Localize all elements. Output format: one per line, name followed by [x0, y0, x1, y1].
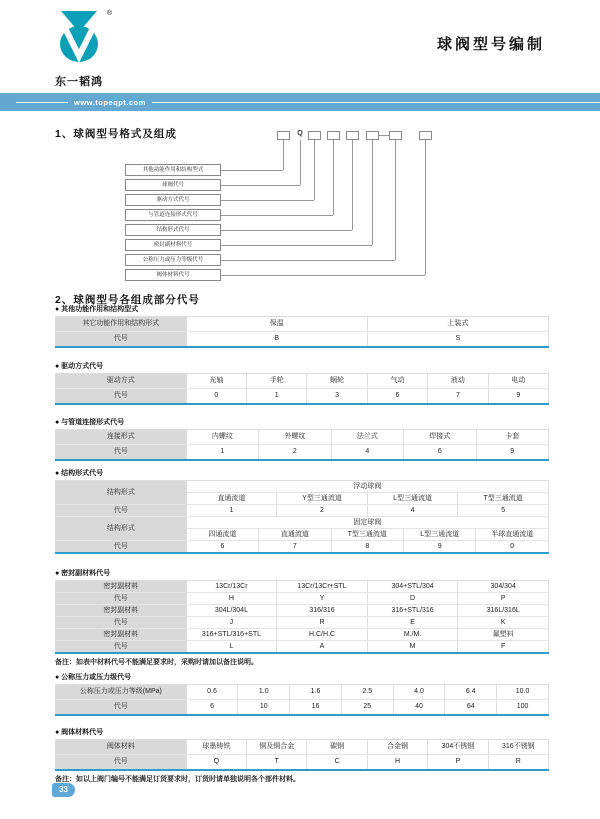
- diagram-label: 结构形式代号: [125, 224, 221, 236]
- value-cell: 304L/304L: [186, 605, 277, 617]
- table-bullet: ● 与管道连接形式代号: [55, 419, 125, 426]
- value-cell: 焊接式: [404, 430, 476, 445]
- connector-line: [221, 260, 395, 261]
- value-cell: H: [367, 755, 427, 771]
- value-cell: 2: [259, 445, 331, 461]
- format-code-box: [277, 131, 290, 140]
- value-cell: H.C/H.C: [277, 629, 368, 641]
- company-logo: [44, 10, 114, 89]
- value-cell: 球墨铸铁: [186, 740, 246, 755]
- value-cell: H: [186, 593, 277, 605]
- value-cell: 卡套: [476, 430, 548, 445]
- value-cell: M./M.: [367, 629, 458, 641]
- row-header-cell: 驱动方式: [56, 374, 187, 389]
- format-code-box: [419, 131, 432, 140]
- value-cell: 蜗轮: [307, 374, 367, 389]
- row-header-cell: 代号: [56, 593, 187, 605]
- value-cell: 直通流道: [259, 529, 331, 541]
- value-cell: 8: [331, 541, 403, 554]
- value-cell: P: [458, 593, 549, 605]
- value-cell: 2.5: [341, 685, 393, 700]
- code-table: [55, 373, 549, 405]
- value-cell: F: [458, 641, 549, 654]
- value-cell: 7: [428, 389, 488, 405]
- value-cell: 304+STL/304: [367, 581, 458, 593]
- value-cell: L型三通流道: [367, 493, 458, 505]
- value-cell: 5: [458, 505, 549, 517]
- value-cell: 半球直通流道: [476, 529, 549, 541]
- value-cell: L: [186, 641, 277, 654]
- value-cell: T型三通流道: [331, 529, 403, 541]
- table-row: [56, 541, 549, 554]
- website-url: www.topeqpt.com: [74, 97, 146, 107]
- value-cell: 合金钢: [367, 740, 427, 755]
- table-row: [56, 629, 549, 641]
- row-header-cell: 代号: [56, 617, 187, 629]
- connector-line: [283, 140, 284, 170]
- row-header-cell: 阀体材料: [56, 740, 187, 755]
- value-cell: 4: [331, 445, 403, 461]
- row-header-cell: 密封副材料: [56, 581, 187, 593]
- table-group-other-function: [55, 304, 549, 348]
- value-cell: M: [367, 641, 458, 654]
- value-cell: Q: [186, 755, 246, 771]
- value-cell: 304不锈钢: [428, 740, 488, 755]
- value-cell: 10: [238, 700, 290, 716]
- row-header-cell: 连接形式: [56, 430, 187, 445]
- value-cell: 13Cr/13Cr: [186, 581, 277, 593]
- row-header-cell: 代号: [56, 505, 187, 517]
- value-cell: 16: [290, 700, 342, 716]
- value-cell: 10.0: [497, 685, 549, 700]
- table-note: 备注：如以上阀门编号不能满足订货要求时，订货时请单独说明各个部件材料。: [55, 776, 300, 783]
- page-number-badge: 33: [52, 783, 75, 797]
- code-table: [55, 480, 549, 554]
- value-cell: 4.0: [393, 685, 445, 700]
- row-header-cell: 其它功能作用和结构形式: [56, 317, 187, 332]
- row-header-cell: 代号: [56, 700, 187, 716]
- connector-line: [425, 140, 426, 275]
- value-cell: J: [186, 617, 277, 629]
- diagram-label: 与管道连接形式代号: [125, 209, 221, 221]
- value-cell: 0: [186, 389, 246, 405]
- value-cell: T型三通流道: [458, 493, 549, 505]
- connector-line: [221, 245, 372, 246]
- value-cell: 316+STL/316: [367, 605, 458, 617]
- value-cell: 四通流道: [186, 529, 258, 541]
- diagram-label: 密封副材料代号: [125, 239, 221, 251]
- website-banner: [0, 93, 600, 111]
- table-row: [56, 505, 549, 517]
- table-row: [56, 581, 549, 593]
- dash-connector-line: [379, 135, 389, 136]
- value-cell: 304/304: [458, 581, 549, 593]
- value-cell: 电动: [488, 374, 548, 389]
- table-row: [56, 641, 549, 654]
- diagram-label: 驱动方式代号: [125, 194, 221, 206]
- connector-line: [333, 140, 334, 215]
- table-row: [56, 740, 549, 755]
- value-cell: 液动: [428, 374, 488, 389]
- page-title: 球阀型号编制: [436, 36, 545, 53]
- connector-line: [352, 140, 353, 230]
- value-cell: 316+STL/316+STL: [186, 629, 277, 641]
- table-bullet: ● 密封副材料代号: [55, 570, 111, 577]
- value-cell: K: [458, 617, 549, 629]
- diagram-label: 球阀代号: [125, 179, 221, 191]
- table-group-body-material: [55, 727, 549, 784]
- row-header-cell: 密封副材料: [56, 605, 187, 617]
- row-header-cell: 代号: [56, 755, 187, 771]
- value-cell: 铜及铜合金: [247, 740, 307, 755]
- value-cell: 0: [476, 541, 549, 554]
- value-cell: 9: [403, 541, 475, 554]
- table-bullet: ● 阀体材料代号: [55, 729, 104, 736]
- row-header-cell: 密封副材料: [56, 629, 187, 641]
- value-cell: D: [367, 593, 458, 605]
- value-cell: 9: [488, 389, 548, 405]
- value-cell: 外螺纹: [259, 430, 331, 445]
- diagram-label: 阀体材料代号: [125, 269, 221, 281]
- connector-line: [221, 215, 333, 216]
- code-table: [55, 316, 549, 348]
- value-cell: 浮动球阀: [186, 481, 548, 493]
- row-header-cell: 代号: [56, 541, 187, 554]
- table-group-connection: [55, 417, 549, 461]
- value-cell: S: [367, 332, 548, 348]
- value-cell: R: [277, 617, 368, 629]
- connector-line: [300, 140, 301, 185]
- code-table: [55, 739, 549, 771]
- table-row: [56, 605, 549, 617]
- format-code-box: [308, 131, 321, 140]
- row-header-cell: 代号: [56, 445, 187, 461]
- diagram-label: 其他功能作用和结构型式: [125, 164, 221, 176]
- table-bullet: ● 结构形式代号: [55, 470, 104, 477]
- section2-title: 2、球阀型号各组成部分代号: [55, 294, 200, 306]
- value-cell: 9: [476, 445, 548, 461]
- table-group-pressure: [55, 672, 549, 716]
- value-cell: 1: [247, 389, 307, 405]
- diagram-label: 公称压力或压力等级代号: [125, 254, 221, 266]
- connector-line: [221, 275, 425, 276]
- value-cell: 100: [497, 700, 549, 716]
- connector-line: [221, 230, 352, 231]
- value-cell: 25: [341, 700, 393, 716]
- connector-line: [314, 140, 315, 200]
- value-cell: 3: [307, 389, 367, 405]
- value-cell: 2: [277, 505, 368, 517]
- registered-trademark-icon: ®: [106, 10, 112, 17]
- value-cell: A: [277, 641, 368, 654]
- table-bullet: ● 其他功能作用和结构型式: [55, 306, 139, 313]
- table-row: [56, 445, 549, 461]
- table-row: [56, 755, 549, 771]
- table-row: [56, 517, 549, 529]
- format-code-box: [346, 131, 359, 140]
- value-cell: R: [488, 755, 548, 771]
- value-cell: 1.6: [290, 685, 342, 700]
- valve-type-letter: Q: [297, 130, 303, 137]
- value-cell: C: [307, 755, 367, 771]
- format-code-box: [327, 131, 340, 140]
- connector-line: [221, 170, 283, 171]
- banner-rule-left: [16, 102, 68, 103]
- row-header-cell: 公称压力或压力等级(MPa): [56, 685, 187, 700]
- value-cell: 0.6: [186, 685, 238, 700]
- table-bullet: ● 公称压力或压力级代号: [55, 674, 132, 681]
- table-row: [56, 430, 549, 445]
- value-cell: 6: [186, 541, 258, 554]
- value-cell: 1.0: [238, 685, 290, 700]
- table-note: 备注：如表中材料代号不能满足要求时，采购时请加以备注说明。: [55, 659, 258, 666]
- value-cell: 64: [445, 700, 497, 716]
- table-bullet: ● 驱动方式代号: [55, 363, 104, 370]
- table-row: [56, 332, 549, 348]
- value-cell: 内螺纹: [186, 430, 258, 445]
- table-row: [56, 317, 549, 332]
- connector-line: [395, 140, 396, 260]
- table-group-drive-mode: [55, 361, 549, 405]
- value-cell: 气动: [367, 374, 427, 389]
- row-header-cell: 结构形式: [56, 481, 187, 505]
- row-header-cell: 代号: [56, 389, 187, 405]
- format-code-box: [366, 131, 379, 140]
- table-group-structure: [55, 468, 549, 554]
- value-cell: 316不锈钢: [488, 740, 548, 755]
- table-row: [56, 685, 549, 700]
- table-row: [56, 700, 549, 716]
- value-cell: P: [428, 755, 488, 771]
- value-cell: L型三通流道: [403, 529, 475, 541]
- value-cell: B: [186, 332, 367, 348]
- logo-mark-icon: [56, 10, 102, 66]
- table-row: [56, 389, 549, 405]
- value-cell: 316/316: [277, 605, 368, 617]
- value-cell: 保温: [186, 317, 367, 332]
- value-cell: 固定球阀: [186, 517, 548, 529]
- value-cell: 手轮: [247, 374, 307, 389]
- table-row: [56, 374, 549, 389]
- value-cell: 7: [259, 541, 331, 554]
- value-cell: Y型三通流道: [277, 493, 368, 505]
- connector-line: [221, 200, 314, 201]
- table-row: [56, 481, 549, 493]
- value-cell: Y: [277, 593, 368, 605]
- value-cell: 6: [186, 700, 238, 716]
- connector-line: [372, 140, 373, 245]
- value-cell: T: [247, 755, 307, 771]
- section1-title: 1、球阀型号格式及组成: [55, 128, 177, 140]
- code-table: [55, 429, 549, 461]
- row-header-cell: 结构形式: [56, 517, 187, 541]
- model-format-diagram: [0, 126, 600, 291]
- value-cell: 直通流道: [186, 493, 277, 505]
- value-cell: 光轴: [186, 374, 246, 389]
- value-cell: 氟塑料: [458, 629, 549, 641]
- format-code-box: [389, 131, 402, 140]
- value-cell: 碳钢: [307, 740, 367, 755]
- value-cell: 1: [186, 445, 258, 461]
- row-header-cell: 代号: [56, 641, 187, 654]
- value-cell: 法兰式: [331, 430, 403, 445]
- value-cell: 4: [367, 505, 458, 517]
- value-cell: 316L/316L: [458, 605, 549, 617]
- table-group-seal-material: [55, 568, 549, 667]
- value-cell: 13Cr/13Cr+STL: [277, 581, 368, 593]
- value-cell: 6: [404, 445, 476, 461]
- value-cell: 6: [367, 389, 427, 405]
- value-cell: 6.4: [445, 685, 497, 700]
- table-row: [56, 617, 549, 629]
- value-cell: 1: [186, 505, 277, 517]
- banner-rule-right: [152, 102, 600, 103]
- code-table: [55, 580, 549, 654]
- value-cell: 40: [393, 700, 445, 716]
- value-cell: 上装式: [367, 317, 548, 332]
- row-header-cell: 代号: [56, 332, 187, 348]
- company-name: 东一韬鸿: [55, 76, 103, 88]
- code-table: [55, 684, 549, 716]
- table-row: [56, 593, 549, 605]
- value-cell: E: [367, 617, 458, 629]
- connector-line: [221, 185, 300, 186]
